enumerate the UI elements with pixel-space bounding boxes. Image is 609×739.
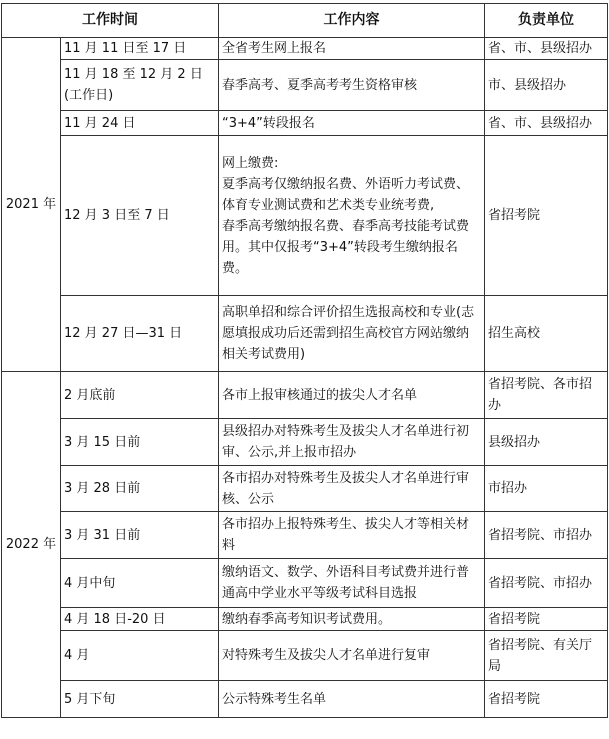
table-row [2,136,608,296]
content-line: 缴纳语文、数学、外语科目考试费并进行普通高中学业水平等级考试科目选报 [222,565,470,601]
time-cell: 3 月 15 日前 [61,419,219,466]
content-line: 各市招办上报特殊考生、拔尖人才等相关材料 [222,517,470,553]
header-time: 工作时间 [2,4,219,38]
unit-cell: 省招考院 [485,608,608,631]
content-line: 全省考生网上报名 [222,41,327,56]
table-row [2,111,608,136]
content-cell [219,372,485,419]
unit-cell: 市、县级招办 [485,60,608,111]
content-line: 春季高考缴纳报名费、春季高考技能考试费用。其中仅报考“3+4”转段考生缴纳报名费。 [222,218,470,276]
content-line: 各市上报审核通过的拔尖人才名单 [222,387,418,403]
unit-cell: 招生高校 [485,296,608,372]
time-cell: 4 月 18 日-20 日 [61,608,219,631]
content-cell [219,136,485,296]
header-content: 工作内容 [219,4,485,38]
unit-cell: 省招考院、市招办 [485,512,608,559]
content-cell [219,111,485,136]
content-line: 对特殊考生及拔尖人才名单进行复审 [222,648,431,663]
content-line: “3+4”转段报名 [222,115,315,131]
year-cell: 2022 年 [2,372,61,718]
table-body [2,38,608,718]
content-line: 网上缴费: [222,155,279,171]
table-row [2,631,608,681]
content-cell [219,38,485,60]
content-line: 县级招办对特殊考生及拔尖人才名单进行初审、公示,并上报市招办 [222,424,470,460]
time-cell: 3 月 28 日前 [61,466,219,512]
time-cell: 4 月 [61,631,219,681]
content-cell [219,512,485,559]
table-row [2,60,608,111]
header-unit: 负责单位 [485,4,608,38]
table-row [2,38,608,60]
content-line: 公示特殊考生名单 [222,691,327,707]
table-row [2,559,608,608]
unit-cell: 省招考院、有关厅局 [485,631,608,681]
time-cell: 11 月 24 日 [61,111,219,136]
content-cell [219,631,485,681]
time-cell: 3 月 31 日前 [61,512,219,559]
table-row [2,681,608,718]
table-row [2,608,608,631]
content-line: 各市招办对特殊考生及拔尖人才名单进行审核、公示 [222,470,470,507]
unit-cell: 市招办 [485,466,608,512]
year-cell: 2021 年 [2,38,61,372]
time-cell: 11 月 11 日至 17 日 [61,38,219,60]
unit-cell: 县级招办 [485,419,608,466]
table-row [2,466,608,512]
unit-cell: 省、市、县级招办 [485,38,608,60]
table-row [2,372,608,419]
content-line: 缴纳春季高考知识考试费用。 [222,611,392,627]
content-line: 春季高考、夏季高考考生资格审核 [222,77,418,93]
content-cell [219,466,485,512]
content-line: 夏季高考仅缴纳报名费、外语听力考试费、体育专业测试费和艺术类专业统考费, [222,176,470,213]
time-cell: 5 月下旬 [61,681,219,718]
time-cell: 11 月 18 至 12 月 2 日(工作日) [61,60,219,111]
content-cell [219,608,485,631]
content-cell [219,419,485,466]
content-cell [219,559,485,608]
table-row [2,419,608,466]
table-row [2,296,608,372]
unit-cell: 省招考院 [485,136,608,296]
content-line: 高职单招和综合评价招生选报高校和专业(志愿填报成功后还需到招生高校官方网站缴纳相关考试费用) [222,305,475,362]
content-cell [219,296,485,372]
time-cell: 2 月底前 [61,372,219,419]
unit-cell: 省招考院 [485,681,608,718]
table-row [2,512,608,559]
content-cell [219,60,485,111]
time-cell: 12 月 3 日至 7 日 [61,136,219,296]
schedule-table [1,3,608,718]
time-cell: 12 月 27 日—31 日 [61,296,219,372]
unit-cell: 省招考院、各市招办 [485,372,608,419]
unit-cell: 省、市、县级招办 [485,111,608,136]
content-cell [219,681,485,718]
header-row [2,4,608,38]
unit-cell: 省招考院、市招办 [485,559,608,608]
time-cell: 4 月中旬 [61,559,219,608]
